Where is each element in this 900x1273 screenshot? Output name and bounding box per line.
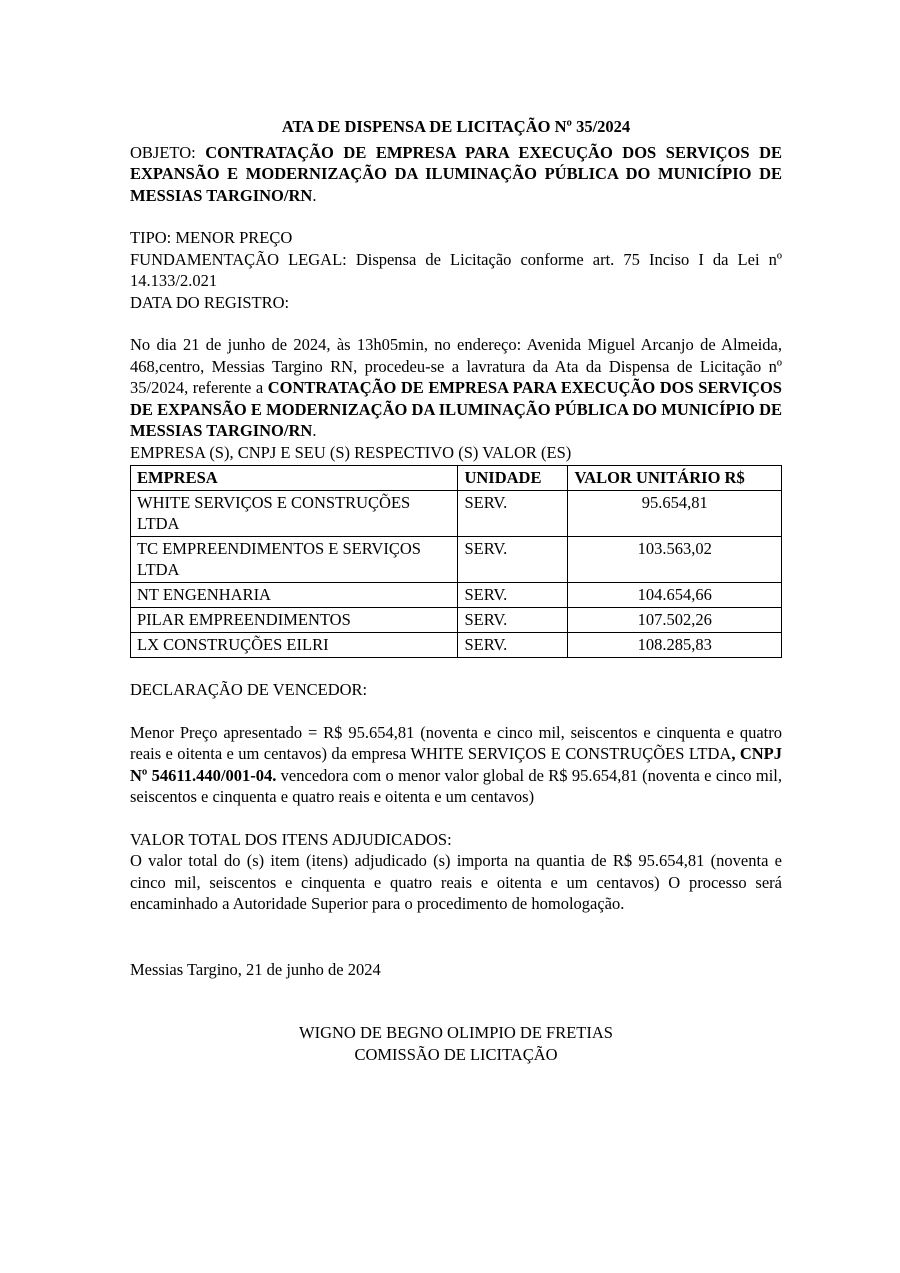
- header-valor-unitario: VALOR UNITÁRIO R$: [568, 466, 782, 491]
- unit-cell: SERV.: [458, 537, 568, 583]
- signature-role: COMISSÃO DE LICITAÇÃO: [354, 1044, 558, 1064]
- unit-cell: SERV.: [458, 583, 568, 608]
- document-title: ATA DE DISPENSA DE LICITAÇÃO Nº 35/2024: [281, 117, 631, 136]
- vencedor-paragraph: [130, 722, 782, 808]
- ata-paragraph: [130, 334, 782, 442]
- vencedor-cnpj-bold: , CNPJ Nº 54611.440/001-04.: [130, 744, 782, 785]
- unit-price-cell: 107.502,26: [568, 608, 782, 633]
- header-unidade: UNIDADE: [458, 466, 568, 491]
- company-name-cell: NT ENGENHARIA: [131, 583, 458, 608]
- objeto-bold-text: CONTRATAÇÃO DE EMPRESA PARA EXECUÇÃO DOS SERVIÇOS DE EXPANSÃO E MODERNIZAÇÃO DA ILUMINAÇÃO PÚBLICA DO MUNICÍPIO DE MESSIAS TARGINO/RN: [130, 142, 782, 205]
- table-row: [131, 633, 782, 658]
- ata-text: No dia 21 de junho de 2024, às 13h05min, no endereço: Avenida Miguel Arcanjo de Almeida, 468,centro, Messias Targino RN, procedeu-se a lavratura da Ata da Dispensa de Licitação nº 35/2024, referente a: [130, 335, 782, 397]
- objeto-period: .: [312, 185, 317, 205]
- objeto-paragraph: [130, 142, 782, 207]
- unit-cell: SERV.: [458, 491, 568, 537]
- table-row: [131, 583, 782, 608]
- unit-price-cell: 95.654,81: [568, 491, 782, 537]
- vencedor-text: Menor Preço apresentado = R$ 95.654,81 (noventa e cinco mil, seiscentos e cinquenta e quatro reais e oitenta e um centavos) da empresa WHITE SERVIÇOS E CONSTRUÇÕES LTDA: [130, 722, 782, 763]
- data-registro-line: DATA DO REGISTRO:: [130, 292, 290, 312]
- table-row: [131, 537, 782, 583]
- signature-block: [130, 1022, 782, 1065]
- unit-price-cell: 108.285,83: [568, 633, 782, 658]
- objeto-label: OBJETO:: [130, 142, 206, 162]
- signature-name: WIGNO DE BEGNO OLIMPIO DE FRETIAS: [299, 1023, 613, 1042]
- table-header-row: [131, 466, 782, 491]
- valor-total-heading: VALOR TOTAL DOS ITENS ADJUDICADOS:: [130, 829, 452, 849]
- price-table: [130, 465, 782, 658]
- table-caption: EMPRESA (S), CNPJ E SEU (S) RESPECTIVO (S) VALOR (ES): [130, 442, 572, 462]
- tipo-line: TIPO: MENOR PREÇO: [130, 228, 293, 247]
- company-name-cell: PILAR EMPREENDIMENTOS: [131, 608, 458, 633]
- unit-cell: SERV.: [458, 608, 568, 633]
- table-row: [131, 491, 782, 537]
- vencedor-suffix: vencedora com o menor valor global de R$ 95.654,81 (noventa e cinco mil, seiscentos e cinquenta e quatro reais e oitenta e um centavos): [130, 765, 783, 806]
- unit-cell: SERV.: [458, 633, 568, 658]
- unit-price-cell: 103.563,02: [568, 537, 782, 583]
- company-name-cell: WHITE SERVIÇOS E CONSTRUÇÕES LTDA: [131, 491, 458, 537]
- company-name-cell: TC EMPREENDIMENTOS E SERVIÇOS LTDA: [131, 537, 458, 583]
- fundamentacao-line: FUNDAMENTAÇÃO LEGAL: Dispensa de Licitação conforme art. 75 Inciso I da Lei nº 14.133/2.021: [130, 249, 782, 290]
- declaracao-heading: DECLARAÇÃO DE VENCEDOR:: [130, 680, 368, 699]
- table-row: [131, 608, 782, 633]
- header-empresa: EMPRESA: [131, 466, 458, 491]
- ata-period: .: [312, 421, 317, 440]
- place-date-line: Messias Targino, 21 de junho de 2024: [130, 959, 381, 979]
- unit-price-cell: 104.654,66: [568, 583, 782, 608]
- ata-bold-text: CONTRATAÇÃO DE EMPRESA PARA EXECUÇÃO DOS SERVIÇOS DE EXPANSÃO E MODERNIZAÇÃO DA ILUMINAÇÃO PÚBLICA DO MUNICÍPIO DE MESSIAS TARGINO/RN: [130, 378, 782, 440]
- valor-total-paragraph: O valor total do (s) item (itens) adjudicado (s) importa na quantia de R$ 95.654,81 (noventa e cinco mil, seiscentos e cinquenta e quatro reais e oitenta e um centavos) O processo será encaminhado a Autoridade Superior para o procedimento de homologação.: [130, 851, 782, 913]
- company-name-cell: LX CONSTRUÇÕES EILRI: [131, 633, 458, 658]
